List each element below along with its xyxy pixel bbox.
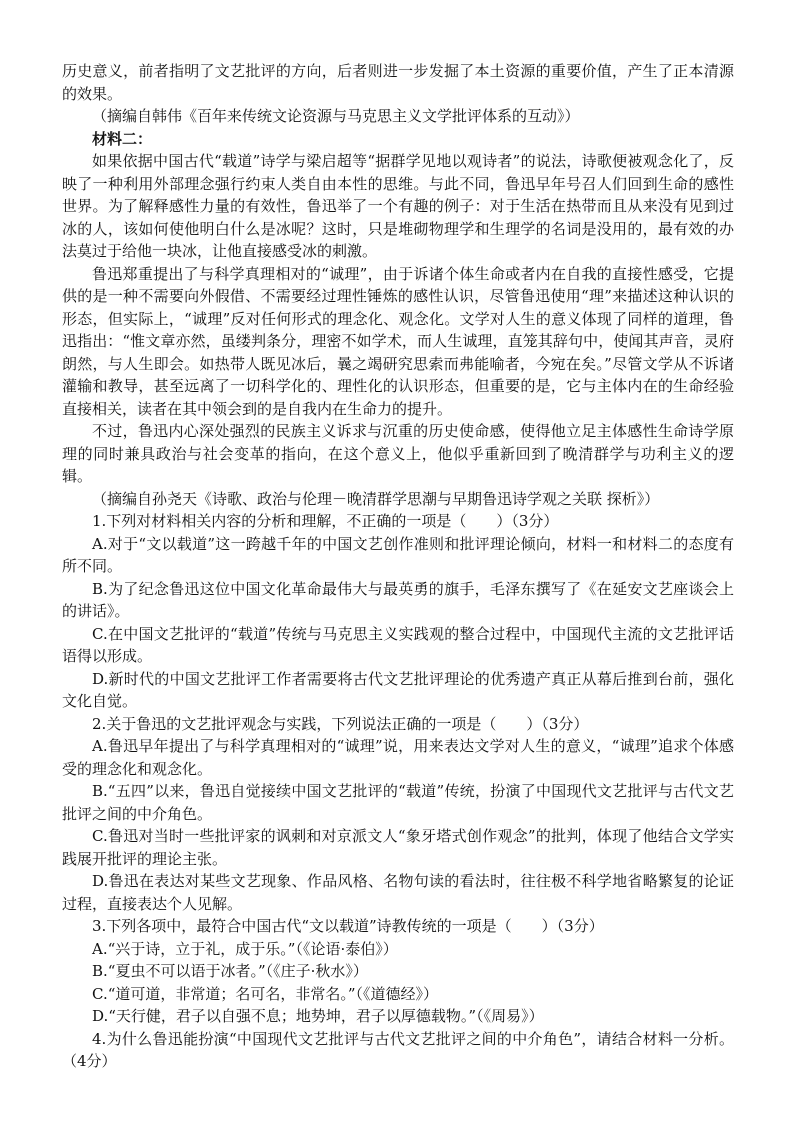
question-4: 4.为什么鲁迅能扮演“中国现代文艺批评与古代文艺批评之间的中介角色”，请结合材料一分析。（4分） xyxy=(62,1029,734,1070)
question-2-option-b: B.“五四”以来，鲁迅自觉接续中国文艺批评的“载道”传统，扮演了中国现代文艺批评与古代文艺批评之间的中介角色。 xyxy=(62,782,734,823)
question-3-option-b: B.“夏虫不可以语于冰者。”（《庄子·秋水》） xyxy=(92,962,368,980)
material-two-paragraph: 不过，鲁迅内心深处强烈的民族主义诉求与沉重的历史使命感，使得他立足主体感性生命诗学原理的同时兼具政治与社会变革的指向，在这个意义上，他似乎重新回到了晚清群学与功利主义的逻辑。 xyxy=(62,422,734,485)
question-2: 2.关于鲁迅的文艺批评观念与实践，下列说法正确的一项是（ ）（3分） xyxy=(92,714,589,733)
question-3-option-d: D.“天行健，君子以自强不息；地势坤，君子以厚德载物。”（《周易》） xyxy=(92,1007,544,1025)
material-two-paragraph: 鲁迅郑重提出了与科学真理相对的“诚理”，由于诉诸个体生命或者内在自我的直接性感受，它提供的是一种不需要向外假借、不需要经过理性锤炼的感性认识，尽管鲁迅使用“理”来描述这种认识的形态，但实际上，“诚理”反对任何形式的理念化、观念化。文学对人生的意义体现了同样的道理，鲁迅指出：“惟文章亦然，虽缕判条分，理密不如学术，而人生诚理，直笼其辞句中，使闻其声音，灵府朗然，与人生即会。如热带人既见冰后，曩之竭研究思索而弗能喻者，今宛在矣。”尽管文学从不诉诸灌输和教导，甚至远离了一切科学化的、理性化的认识形态，但重要的是，它与主体内在的生命经验直接相关，读者在其中领会到的是自我内在生命力的提升。 xyxy=(62,264,734,418)
question-2-option-d: D.鲁迅在表达对某些文艺现象、作品风格、名物句读的看法时，往往极不科学地省略繁复的论证过程，直接表达个人见解。 xyxy=(62,872,734,913)
question-3-option-c: C.“道可道，非常道；名可名，非常名。”（《道德经》） xyxy=(92,984,439,1003)
material-two-paragraph: 如果依据中国古代“载道”诗学与梁启超等“据群学见地以观诗者”的说法，诗歌便被观念化了，反映了一种利用外部理念强行约束人类自由本性的思维。与此不同，鲁迅早年号召人们回到生命的感性世界。为了解释感性力量的有效性，鲁迅举了一个有趣的例子：对于生活在热带而且从来没有见到过冰的人，该如何使他明白什么是冰呢？这时，只是堆砌物理学和生理学的名词是没用的，最有效的办法莫过于给他一块冰，让他直接感受冰的刺激。 xyxy=(62,152,734,260)
source-citation-two: （摘编自孙尧天《诗歌、政治与伦理－晚清群学思潮与早期鲁迅诗学观之关联 探析》） xyxy=(92,489,660,508)
question-1-option-a: A.对于“文以载道”这一跨越千年的中国文艺创作准则和批评理论倾向，材料一和材料二的态度有所不同。 xyxy=(62,534,734,575)
material-two-heading: 材料二： xyxy=(92,129,153,148)
question-2-option-a: A.鲁迅早年提出了与科学真理相对的“诚理”说，用来表达文学对人生的意义，“诚理”追求个体感受的理念化和观念化。 xyxy=(62,737,734,778)
question-1: 1.下列对材料相关内容的分析和理解，不正确的一项是（ ）（3分） xyxy=(92,512,559,530)
question-3-option-a: A.“兴于诗，立于礼，成于乐。”（《论语·泰伯》） xyxy=(92,939,398,958)
question-2-option-c: C.鲁迅对当时一些批评家的讽刺和对京派文人“象牙塔式创作观念”的批判，体现了他结合文学实践展开批评的理论主张。 xyxy=(62,827,734,868)
question-1-option-b: B.为了纪念鲁迅这位中国文化革命最伟大与最英勇的旗手，毛泽东撰写了《在延安文艺座谈会上的讲话》。 xyxy=(62,579,734,620)
exam-page xyxy=(62,60,734,1073)
material-one-ending: 历史意义，前者指明了文艺批评的方向，后者则进一步发掘了本土资源的重要价值，产生了正本清源的效果。 xyxy=(62,62,734,103)
source-citation-one: （摘编自韩伟《百年来传统文论资源与马克思主义文学批评体系的互动》） xyxy=(92,107,580,125)
question-1-option-d: D.新时代的中国文艺批评工作者需要将古代文艺批评理论的优秀遗产真正从幕后推到台前，强化文化自觉。 xyxy=(62,669,734,710)
question-1-option-c: C.在中国文艺批评的“载道”传统与马克思主义实践观的整合过程中，中国现代主流的文艺批评话语得以形成。 xyxy=(62,624,734,665)
question-3: 3.下列各项中，最符合中国古代“文以载道”诗教传统的一项是（ ）（3分） xyxy=(92,917,604,935)
